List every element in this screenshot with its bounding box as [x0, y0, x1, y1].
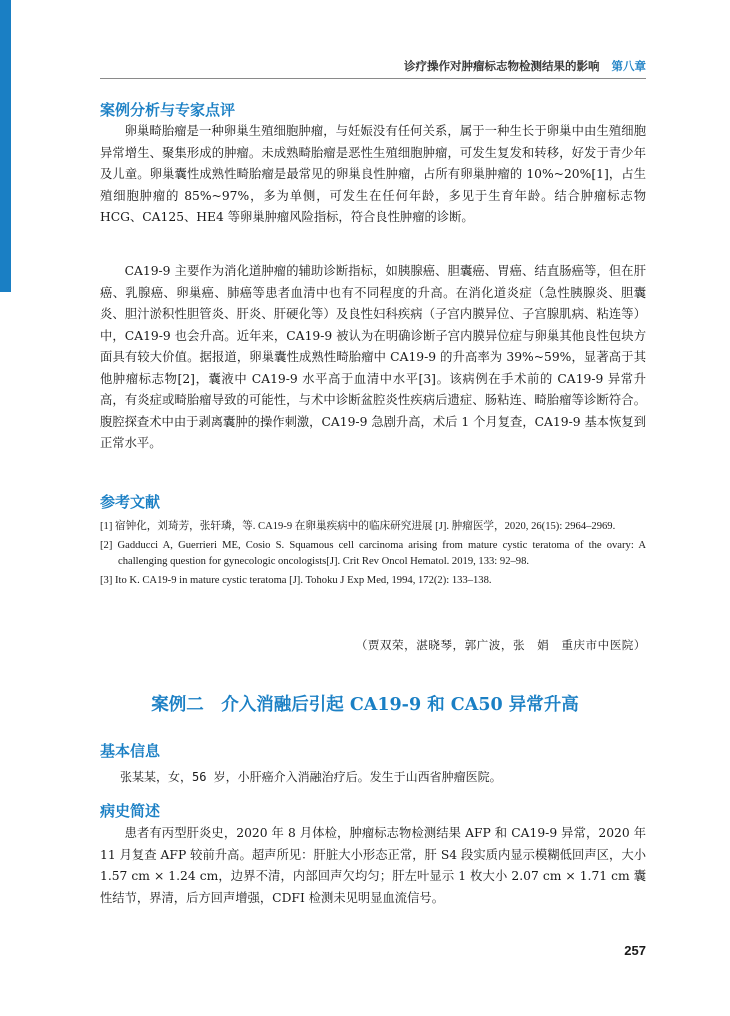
side-color-tab [0, 0, 11, 292]
header-divider [100, 78, 646, 79]
section-heading-history: 病史简述 [100, 802, 161, 820]
section-heading-basic-info: 基本信息 [100, 742, 161, 760]
section-heading-references: 参考文献 [100, 493, 161, 511]
reference-list [100, 519, 646, 591]
reference-item: [1] 宿钟化，刘琦芳，张轩璘，等. CA19-9 在卵巢疾病中的临床研究进展 [J]. 肿瘤医学，2020, 26(15): 2964–2969. [100, 521, 616, 532]
section-heading-analysis: 案例分析与专家点评 [100, 101, 236, 119]
analysis-paragraph-2: CA19-9 主要作为消化道肿瘤的辅助诊断指标，如胰腺癌、胆囊癌、胃癌、结直肠癌等，但在肝癌、乳腺癌、卵巢癌、肺癌等患者血清中也有不同程度的升高。在消化道炎症（急性胰腺炎、胆囊炎、胆汁淤积性胆管炎、肝炎、肝硬化等）及良性妇科疾病（子宫内膜异位、子宫腺肌病、粘连等）中，CA19-9 也会升高。近年来，CA19-9 被认为在明确诊断子宫内膜异位症与卵巢其他良性包块方面具有较大价值。据报道，卵巢囊性成熟性畸胎瘤中 CA19-9 的升高率为 39%~59%，显著高于其他肿瘤标志物[2]，囊液中 CA19-9 水平高于血清中水平[3]。该病例在手术前的 CA19-9 异常升高，有炎症或畸胎瘤导致的可能性，与术中诊断盆腔炎性疾病后遗症、肠粘连、畸胎瘤等诊断符合。腹腔探查术中由于剥离囊肿的操作刺激，CA19-9 急剧升高，术后 1 个月复查，CA19-9 基本恢复到正常水平。 [100, 264, 646, 450]
running-header [100, 58, 646, 74]
reference-item: [2] Gadducci A, Guerrieri ME, Cosio S. Squamous cell carcinoma arising from mature cystic teratoma of the ovary: A challenging question for gynecologic oncologists[J]. Crit Rev Oncol Hematol. 2019, 133: 92–98. [100, 539, 646, 567]
header-title: 诊疗操作对肿瘤标志物检测结果的影响 [404, 59, 600, 73]
header-chapter: 第八章 [611, 59, 646, 73]
history-paragraph: 患者有丙型肝炎史，2020 年 8 月体检，肿瘤标志物检测结果 AFP 和 CA19-9 异常，2020 年 11 月复查 AFP 较前升高。超声所见：肝脏大小形态正常，肝 S4 段实质内显示模糊低回声区，大小 1.57 cm × 1.24 cm，边界不清，内部回声欠均匀；肝左叶显示 1 枚大小 2.07 cm × 1.71 cm 囊性结节，界清，后方回声增强，CDFI 检测未见明显血流信号。 [100, 826, 646, 905]
analysis-paragraph-1: 卵巢畸胎瘤是一种卵巢生殖细胞肿瘤，与妊娠没有任何关系，属于一种生长于卵巢中由生殖细胞异常增生、聚集形成的肿瘤。未成熟畸胎瘤是恶性生殖细胞肿瘤，可发生复发和转移，好发于青少年及儿童。卵巢囊性成熟性畸胎瘤是最常见的卵巢良性肿瘤，占所有卵巢肿瘤的 10%~20%[1]，占生殖细胞肿瘤的 85%~97%，多为单侧，可发生在任何年龄，多见于生育年龄。结合肿瘤标志物 HCG、CA125、HE4 等卵巢肿瘤风险指标，符合良性肿瘤的诊断。 [100, 124, 646, 224]
page-number: 257 [624, 943, 646, 958]
author-attribution: （贾双荣，湛晓琴，郭广波，张 娟 重庆市中医院） [355, 638, 646, 652]
case-two-title: 案例二 介入消融后引起 CA19-9 和 CA50 异常升高 [151, 695, 579, 715]
reference-item: [3] Ito K. CA19-9 in mature cystic teratoma [J]. Tohoku J Exp Med, 1994, 172(2): 133–138. [100, 574, 492, 586]
basic-info-text: 张某某，女，56 岁，小肝癌介入消融治疗后。发生于山西省肿瘤医院。 [120, 770, 502, 784]
